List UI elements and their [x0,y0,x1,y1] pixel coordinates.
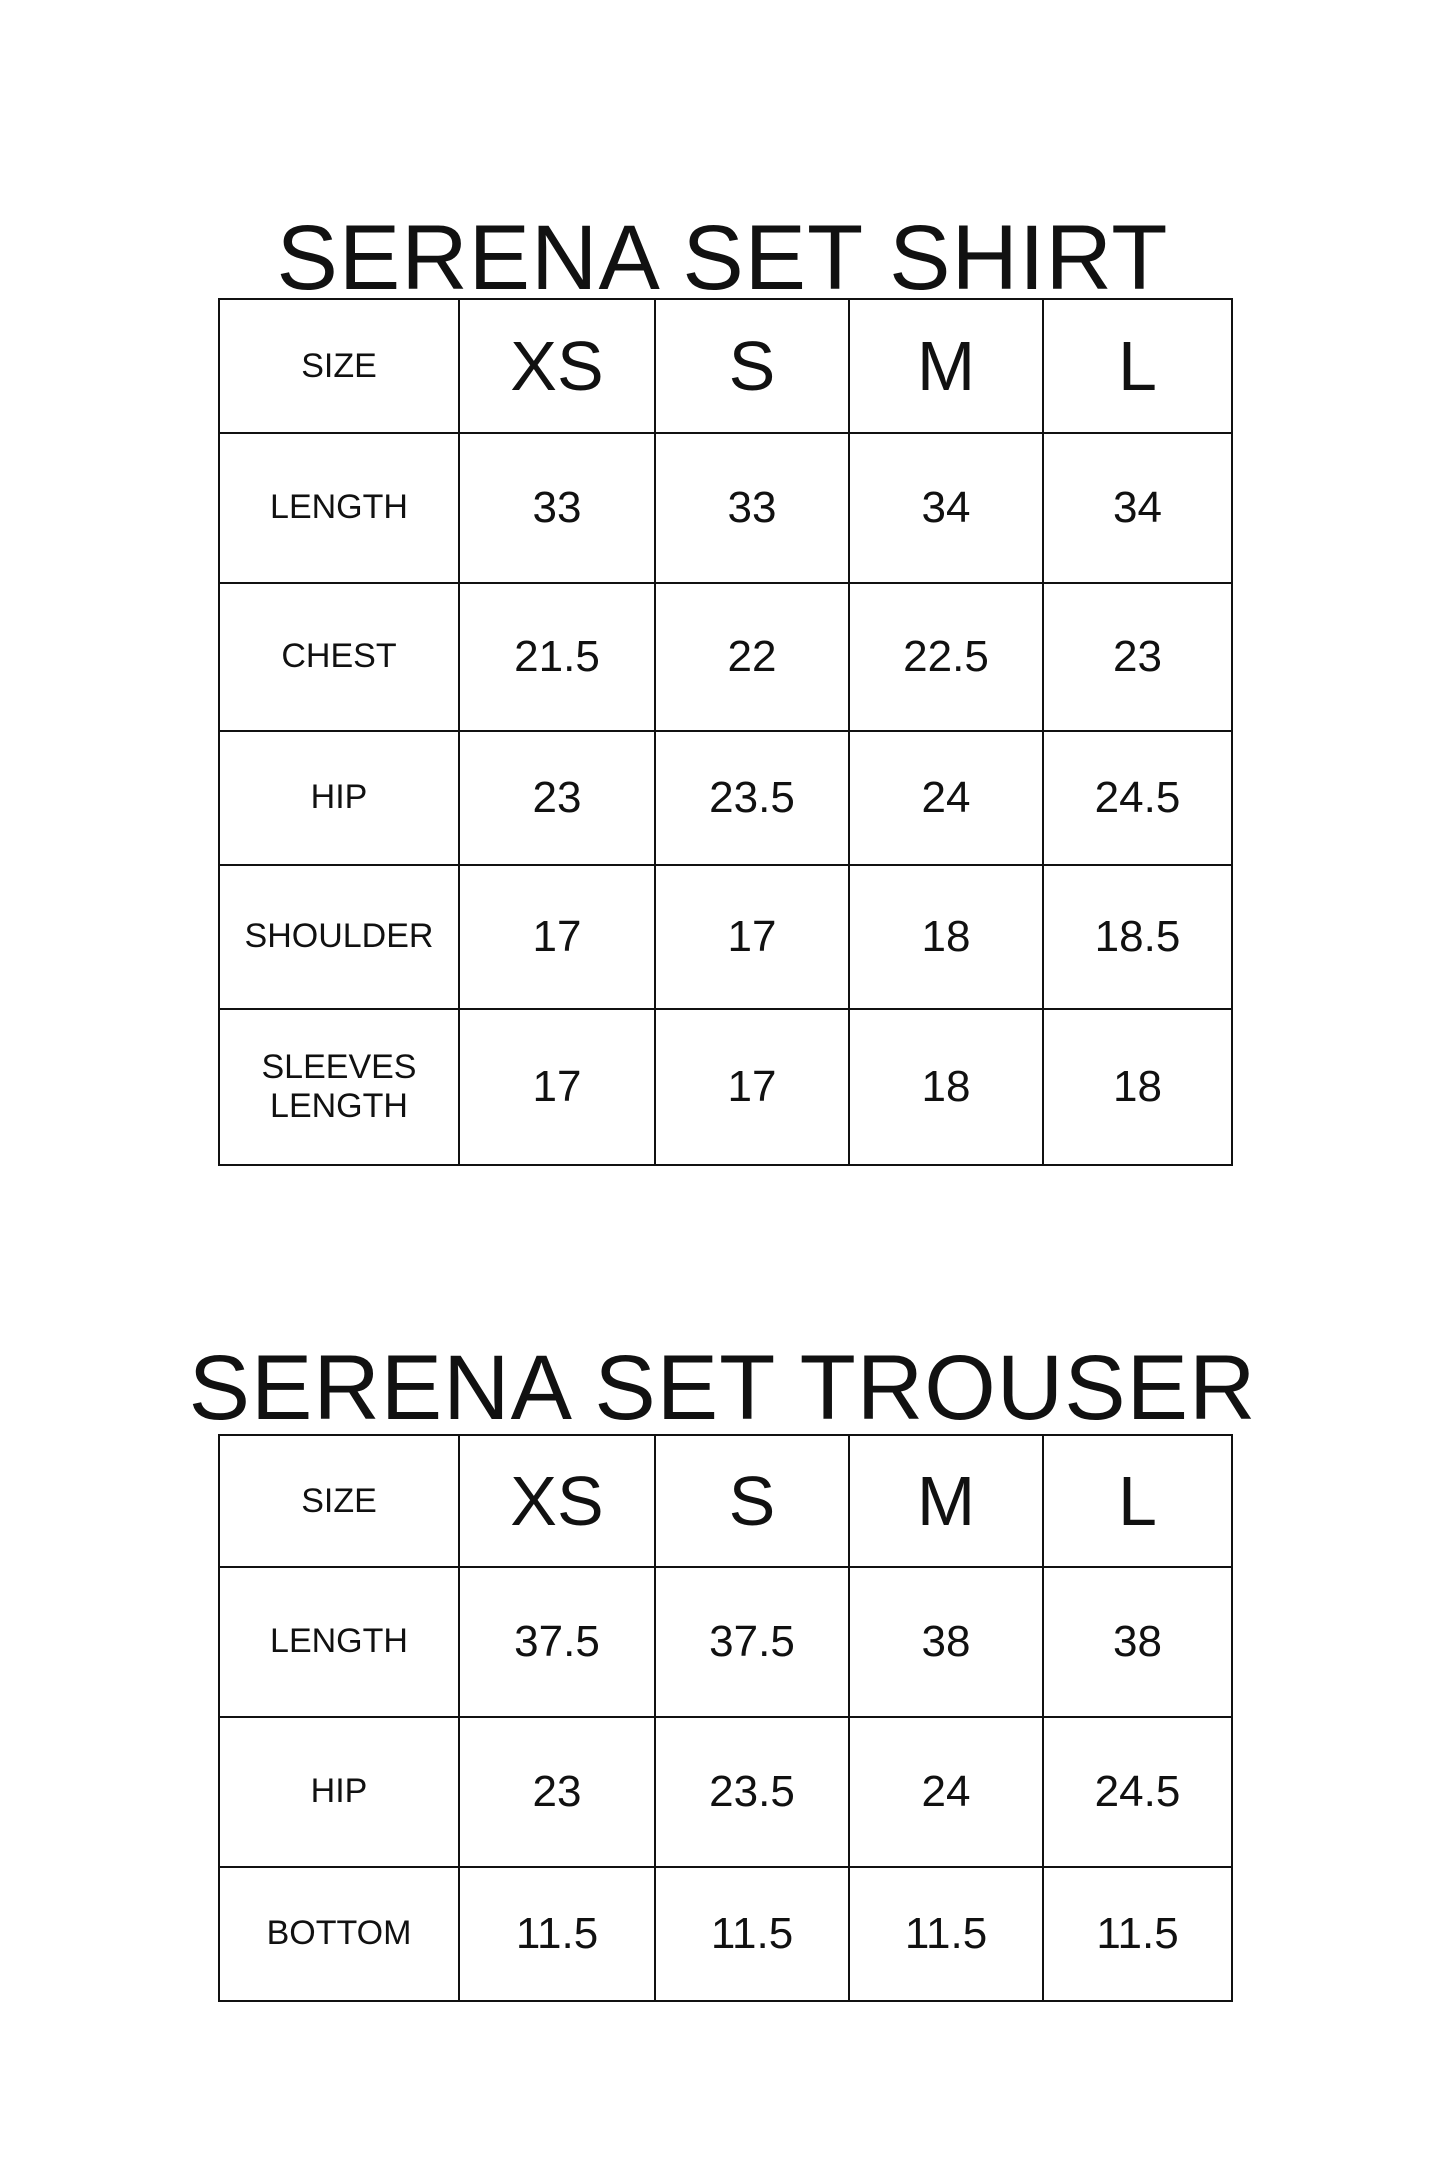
shirt-size-table [218,298,1233,1166]
size-header-m: M [849,299,1043,433]
cell-value: 38 [1043,1567,1232,1717]
trouser-chart-title: SERENA SET TROUSER [188,1336,1257,1439]
cell-value: 22 [655,583,849,731]
cell-value: 17 [655,865,849,1009]
cell-value: 23 [1043,583,1232,731]
cell-value: 11.5 [1043,1867,1232,2001]
row-label-bottom: BOTTOM [219,1867,459,2001]
size-header-label: SIZE [219,1435,459,1567]
cell-value: 17 [459,865,655,1009]
row-label-chest: CHEST [219,583,459,731]
cell-value: 22.5 [849,583,1043,731]
cell-value: 24.5 [1043,1717,1232,1867]
cell-value: 37.5 [655,1567,849,1717]
cell-value: 11.5 [849,1867,1043,2001]
cell-value: 23 [459,731,655,865]
size-header-s: S [655,1435,849,1567]
cell-value: 34 [1043,433,1232,583]
row-label-sleeves-length [219,1009,459,1165]
cell-value: 17 [459,1009,655,1165]
table-header-row [219,1435,1232,1567]
cell-value: 18 [849,865,1043,1009]
row-label-shoulder: SHOULDER [219,865,459,1009]
cell-value: 17 [655,1009,849,1165]
table-row [219,1567,1232,1717]
cell-value: 24.5 [1043,731,1232,865]
row-label-length: LENGTH [219,433,459,583]
cell-value: 11.5 [655,1867,849,2001]
size-header-m: M [849,1435,1043,1567]
cell-value: 18 [849,1009,1043,1165]
size-header-xs: XS [459,1435,655,1567]
cell-value: 34 [849,433,1043,583]
size-header-xs: XS [459,299,655,433]
cell-value: 37.5 [459,1567,655,1717]
row-label-line: SLEEVES [261,1047,417,1086]
cell-value: 33 [655,433,849,583]
cell-value: 23.5 [655,1717,849,1867]
row-label-hip: HIP [219,731,459,865]
cell-value: 23.5 [655,731,849,865]
table-row [219,731,1232,865]
row-label-line: LENGTH [270,1087,408,1125]
table-row [219,1717,1232,1867]
cell-value: 24 [849,731,1043,865]
cell-value: 38 [849,1567,1043,1717]
table-row [219,433,1232,583]
trouser-size-table [218,1434,1233,2002]
table-row [219,1009,1232,1165]
shirt-chart-title: SERENA SET SHIRT [276,206,1169,309]
cell-value: 11.5 [459,1867,655,2001]
table-row [219,583,1232,731]
table-row [219,865,1232,1009]
table-header-row [219,299,1232,433]
cell-value: 24 [849,1717,1043,1867]
cell-value: 18 [1043,1009,1232,1165]
table-row [219,1867,1232,2001]
cell-value: 21.5 [459,583,655,731]
cell-value: 23 [459,1717,655,1867]
cell-value: 18.5 [1043,865,1232,1009]
cell-value: 33 [459,433,655,583]
row-label-hip: HIP [219,1717,459,1867]
size-header-l: L [1043,1435,1232,1567]
size-header-label: SIZE [219,299,459,433]
size-header-l: L [1043,299,1232,433]
row-label-length: LENGTH [219,1567,459,1717]
size-header-s: S [655,299,849,433]
